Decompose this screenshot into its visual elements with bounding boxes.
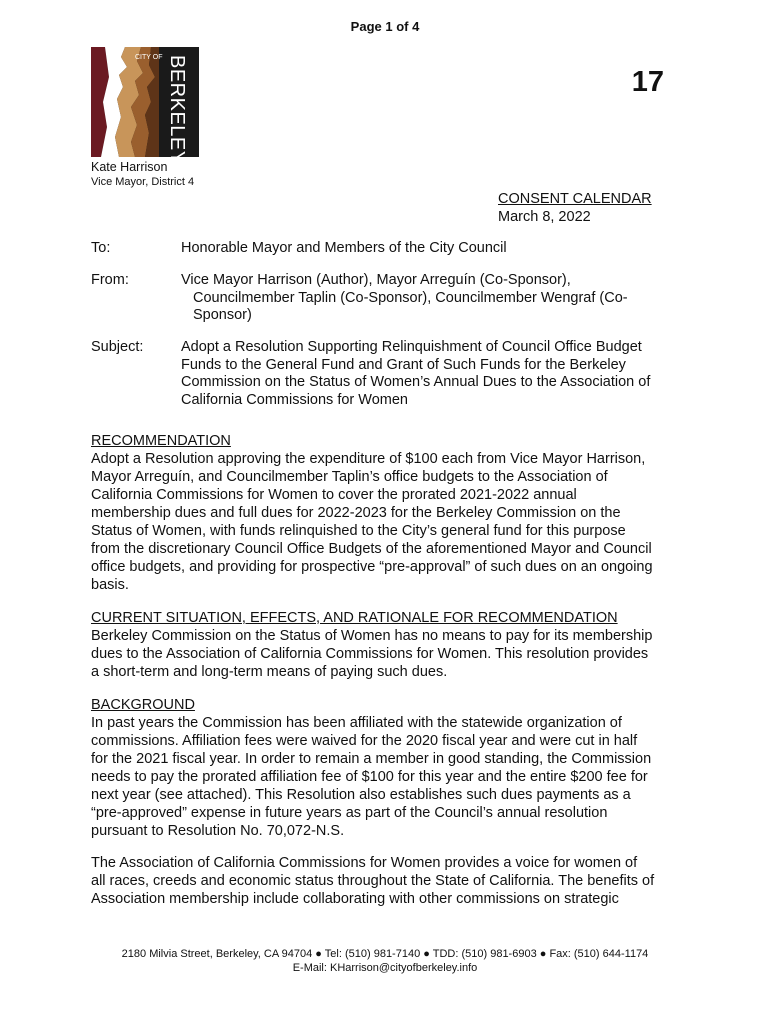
footer-email: E-Mail: KHarrison@cityofberkeley.info — [292, 962, 478, 974]
recommendation-line: from the discretionary Council Office Budgets of the aforementioned Mayor and Council — [91, 541, 652, 557]
subject-label: Subject: — [91, 339, 144, 355]
footer-address: 2180 Milvia Street, Berkeley, CA 94704 ● Tel: (510) 981-7140 ● TDD: (510) 981-6903 ● Fax: (510) 644-1174 — [121, 948, 649, 960]
berkeley-logo-graphic — [91, 47, 199, 157]
to-value-text: Honorable Mayor and Members of the City Council — [181, 240, 507, 256]
to-value — [181, 240, 686, 258]
from-line: Councilmember Taplin (Co-Sponsor), Councilmember Wengraf (Co- — [193, 289, 628, 306]
background-section — [91, 696, 691, 840]
recommendation-line: Adopt a Resolution approving the expenditure of $100 each from Vice Mayor Harrison, — [91, 451, 646, 467]
consent-calendar-label: CONSENT CALENDAR — [498, 191, 652, 207]
subject-value — [181, 339, 686, 409]
background-line: In past years the Commission has been affiliated with the statewide organization of — [91, 715, 622, 731]
background-heading: BACKGROUND — [91, 697, 195, 713]
background-paragraph-2 — [91, 854, 691, 908]
recommendation-line: Mayor Arreguín, and Councilmember Taplin’s office budgets to the Association of — [91, 469, 608, 485]
logo-city-of-text: CITY OF — [135, 54, 163, 61]
subject-line: California Commissions for Women — [181, 391, 408, 408]
current-situation-heading: CURRENT SITUATION, EFFECTS, AND RATIONALE FOR RECOMMENDATION — [91, 610, 618, 626]
background-p2-line: all races, creeds and economic status throughout the State of California. The benefits of — [91, 873, 655, 889]
current-situation-line: dues to the Association of California Commissions for Women. This resolution provides — [91, 646, 649, 662]
from-line: Sponsor) — [193, 307, 252, 323]
from-label: From: — [91, 272, 129, 288]
recommendation-heading: RECOMMENDATION — [91, 433, 231, 449]
current-situation-section — [91, 609, 691, 681]
city-of-berkeley-logo — [91, 47, 199, 157]
background-p2-line: Association membership include collaborating with other commissions on strategic — [91, 891, 619, 907]
subject-line: Funds to the General Fund and Grant of Such Funds for the Berkeley — [181, 356, 626, 373]
subject-line: Commission on the Status of Women’s Annual Dues to the Association of — [181, 374, 651, 390]
author-title: Vice Mayor, District 4 — [91, 176, 195, 188]
from-line: Vice Mayor Harrison (Author), Mayor Arreguín (Co-Sponsor), — [181, 272, 571, 288]
page-number-header: Page 1 of 4 — [350, 19, 420, 34]
meeting-date: March 8, 2022 — [498, 209, 591, 225]
recommendation-line: membership dues and full dues for 2022-2023 for the Berkeley Commission on the — [91, 505, 621, 521]
current-situation-line: a short-term and long-term means of paying such dues. — [91, 664, 448, 680]
to-label: To: — [91, 240, 111, 256]
recommendation-section — [91, 432, 691, 594]
background-p2-line: The Association of California Commissions for Women provides a voice for women of — [91, 855, 638, 871]
recommendation-line: office budgets, and providing for prospective “pre-approval” of such dues on an ongoing — [91, 559, 653, 575]
from-value — [181, 272, 686, 325]
background-line: next year (see attached). This Resolution also establishes such dues payments as a — [91, 787, 631, 803]
author-name: Kate Harrison — [91, 160, 168, 174]
calendar-block — [498, 190, 652, 226]
background-line: “pre-approved” expense in future years as part of the Council’s annual resolution — [91, 805, 608, 821]
background-line: for the 2021 fiscal year. In order to remain a member in good standing, the Commission — [91, 751, 652, 767]
logo-berkeley-text: BERKELEY — [166, 55, 188, 157]
page-footer — [0, 947, 770, 975]
current-situation-line: Berkeley Commission on the Status of Women has no means to pay for its membership — [91, 628, 653, 644]
background-line: commissions. Affiliation fees were waived for the 2020 fiscal year and were cut in half — [91, 733, 638, 749]
agenda-item-number: 17 — [631, 66, 664, 98]
background-line: needs to pay the prorated affiliation fee of $100 for this year and the entire $200 fee for — [91, 769, 648, 785]
background-line: pursuant to Resolution No. 70,072-N.S. — [91, 823, 345, 839]
subject-line: Adopt a Resolution Supporting Relinquishment of Council Office Budget — [181, 339, 642, 355]
recommendation-line: Status of Women, with funds relinquished to the City’s general fund for this purpose — [91, 523, 626, 539]
recommendation-line: basis. — [91, 577, 129, 593]
recommendation-line: California Commissions for Women to cover the prorated 2021-2022 annual — [91, 487, 577, 503]
